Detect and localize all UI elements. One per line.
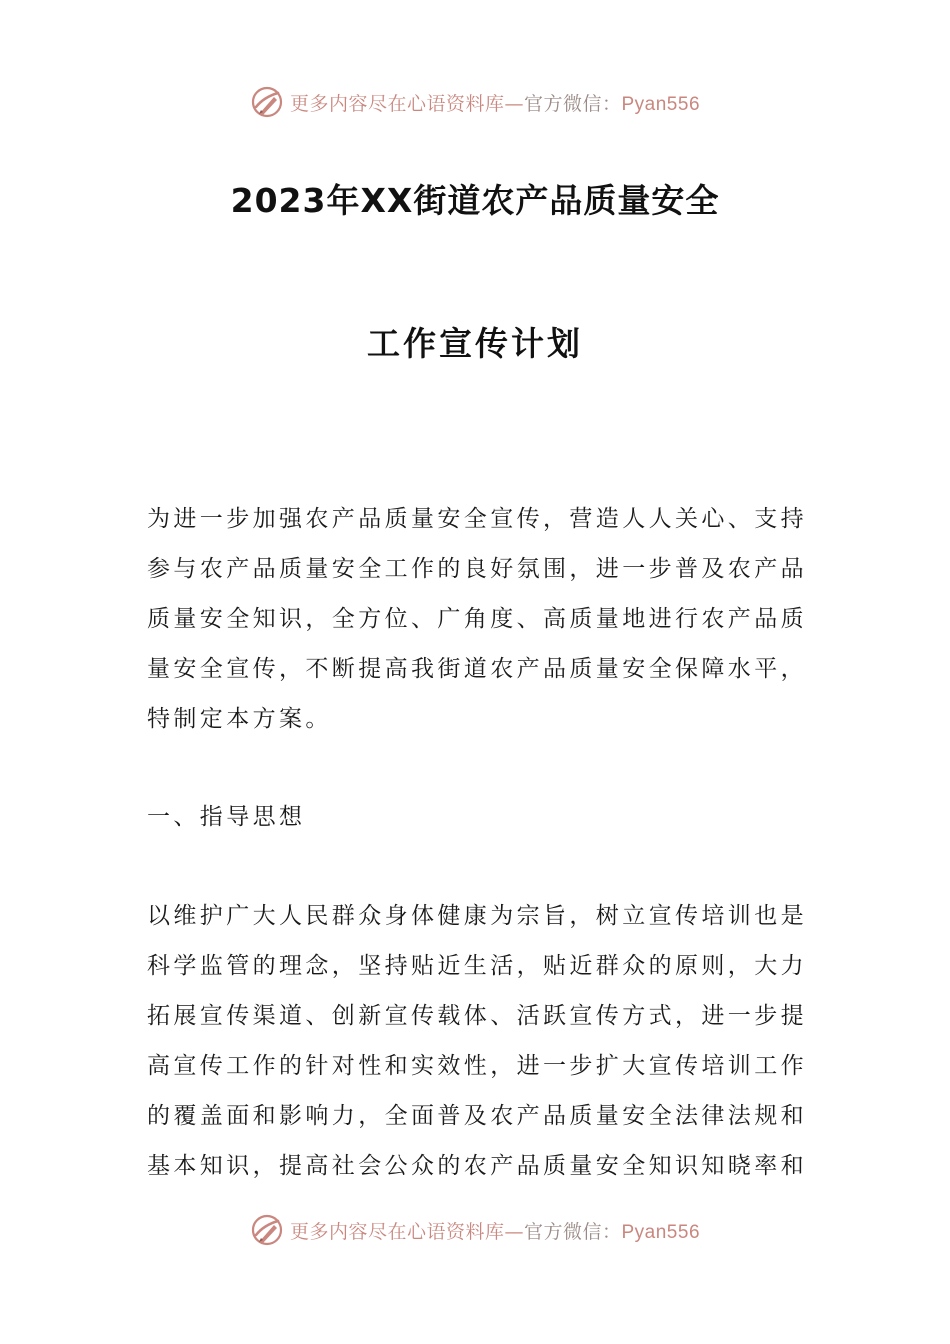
- document-title-line2: 工作宣传计划: [367, 324, 583, 363]
- document-title-line1: 2023年XX街道农产品质量安全: [230, 181, 720, 220]
- watermark-text: 更多内容尽在心语资料库—官方微信：Pyan556: [289, 92, 701, 115]
- section-heading-guiding-thought: 一、指导思想: [147, 804, 306, 830]
- header-watermark: [0, 82, 950, 122]
- watermark-text: 更多内容尽在心语资料库—官方微信：Pyan556: [289, 1220, 701, 1243]
- guiding-thought-paragraph: 以维护广大人民群众身体健康为宗旨，树立宣传培训也是科学监管的理念，坚持贴近生活，贴近群众的原则，大力拓展宣传渠道、创新宣传载体、活跃宣传方式，进一步提高宣传工作的针对性和实效性，进一步扩大宣传培训工作的覆盖面和影响力，全面普及农产品质量安全法律法规和基本知识，提高社会公众的农产品质量安全知识知晓率和: [147, 903, 807, 1179]
- intro-paragraph: 为进一步加强农产品质量安全宣传，营造人人关心、支持参与农产品质量安全工作的良好氛围，进一步普及农产品质量安全知识，全方位、广角度、高质量地进行农产品质量安全宣传，不断提高我街道农产品质量安全保障水平，特制定本方案。: [147, 506, 807, 732]
- pen-logo-icon: [250, 85, 284, 119]
- footer-watermark: [0, 1210, 950, 1250]
- pen-logo-icon: [250, 1213, 284, 1247]
